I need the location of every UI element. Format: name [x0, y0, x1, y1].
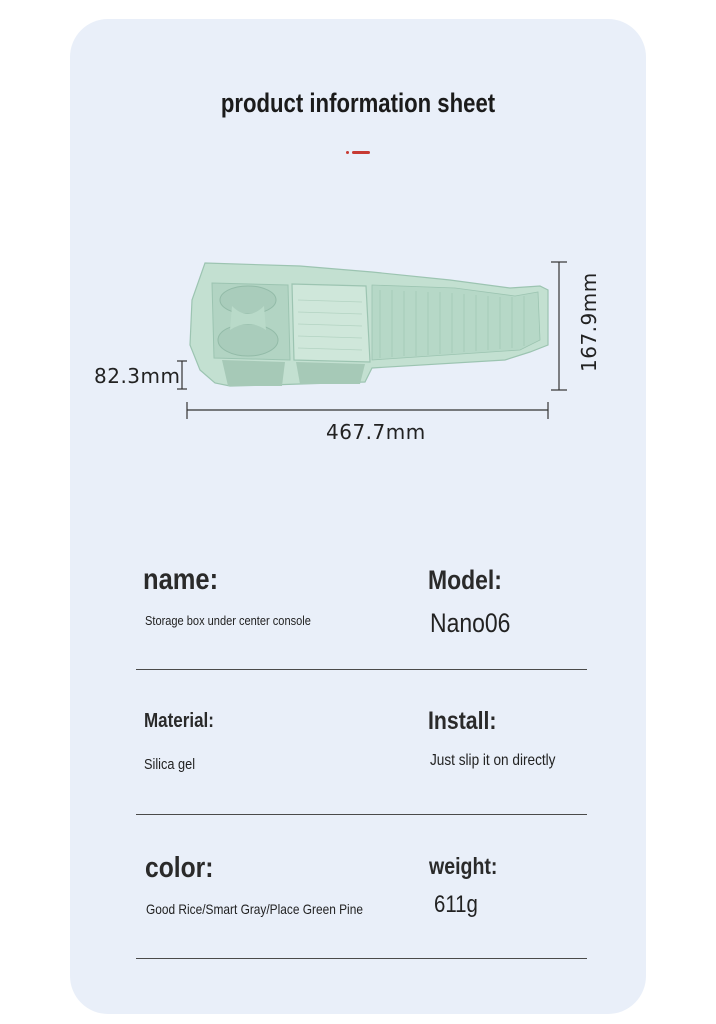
divider-2 [136, 814, 587, 815]
install-value: Just slip it on directly [430, 752, 556, 769]
height-dimension: 82.3mm [94, 364, 181, 388]
title-accent-bar [352, 151, 370, 154]
install-label: Install: [428, 707, 497, 735]
divider-3 [136, 958, 587, 959]
model-value: Nano06 [430, 608, 511, 638]
storage-box-illustration [190, 263, 548, 386]
page-title: product information sheet [220, 88, 496, 118]
divider-1 [136, 669, 587, 670]
length-dimension: 467.7mm [326, 420, 426, 444]
weight-label: weight: [429, 853, 498, 879]
depth-dimension: 167.9mm [577, 272, 601, 372]
name-value: Storage box under center console [145, 613, 311, 628]
title-accent-dot [346, 151, 349, 154]
color-value: Good Rice/Smart Gray/Place Green Pine [146, 901, 363, 917]
model-label: Model: [428, 565, 502, 595]
material-label: Material: [144, 710, 214, 732]
color-label: color: [145, 852, 214, 884]
weight-value: 611g [434, 891, 478, 918]
name-label: name: [143, 563, 219, 596]
material-value: Silica gel [144, 756, 196, 773]
